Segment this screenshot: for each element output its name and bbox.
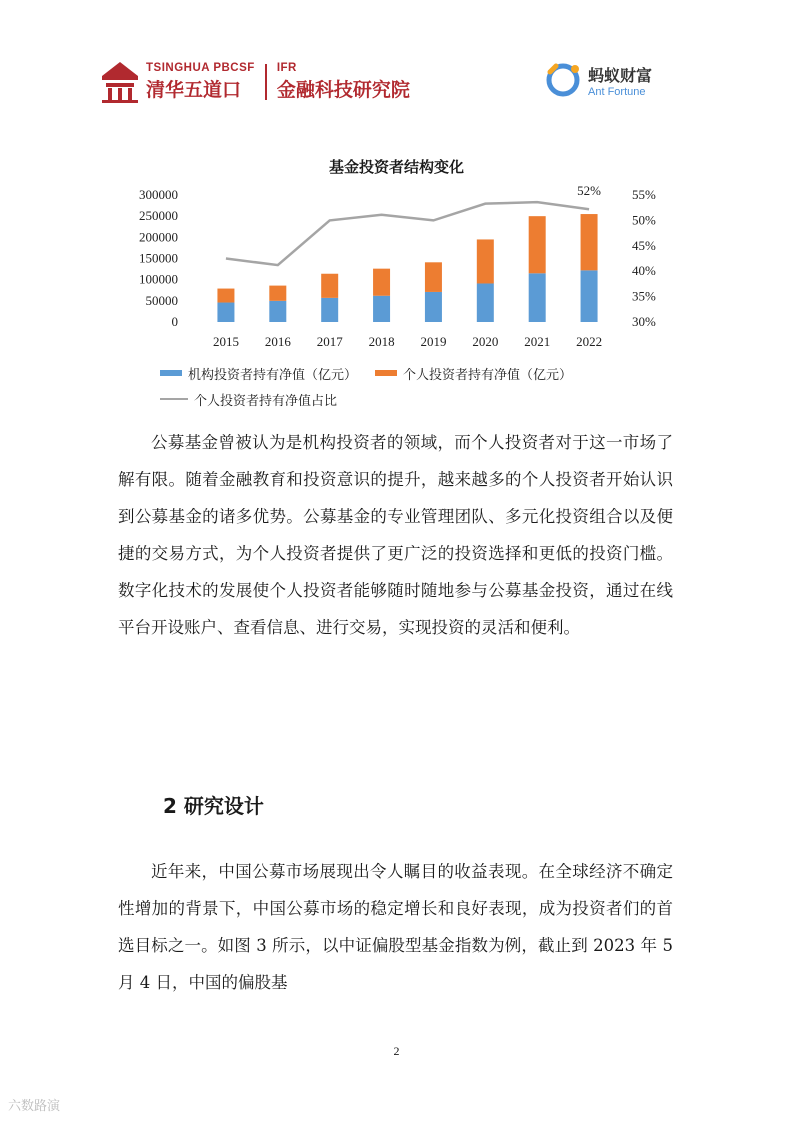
bar-institutional-2021 (529, 273, 546, 322)
bar-institutional-2015 (217, 303, 234, 322)
legend-institutional (160, 360, 357, 386)
page-number: 2 (393, 1044, 400, 1058)
y-tick-label: 300000 (139, 187, 178, 202)
x-tick-label: 2020 (472, 334, 499, 349)
bar-institutional-2017 (321, 298, 338, 322)
logo-cn: 清华五道口 (146, 79, 242, 101)
legend-label-individual: 个人投资者持有净值（亿元） (403, 367, 573, 383)
logo-en: TSINGHUA PBCSF (146, 62, 255, 74)
paragraph-1 (118, 424, 673, 646)
bar-institutional-2018 (373, 296, 390, 322)
y2-tick-label: 35% (632, 288, 656, 304)
y2-tick-label: 45% (632, 237, 656, 253)
bar-individual-2017 (321, 274, 338, 298)
chart-legend (160, 360, 572, 412)
y-tick-label: 0 (171, 314, 178, 329)
bar-individual-2021 (529, 216, 546, 273)
paragraph-1-text: 公募基金曾被认为是机构投资者的领域，而个人投资者对于这一市场了解有限。随着金融教育和投资意识的提升，越来越多的个人投资者开始认识到公募基金的诸多优势。公募基金的专业管理团队、多元化投资组合以及便捷的交易方式，为个人投资者提供了更广泛的投资选择和更低的投资门槛。数字化技术的发展使个人投资者能够随时随地参与公募基金投资，通过在线平台开设账户、查看信息、进行交易，实现投资的灵活和便利。 (118, 433, 673, 637)
ant-fortune-icon (546, 62, 582, 98)
y2-tick-label: 40% (632, 263, 656, 279)
ant-fortune-logo (546, 62, 652, 98)
legend-swatch-ratio (160, 398, 188, 400)
y-tick-label: 150000 (139, 250, 178, 266)
bar-individual-2016 (269, 286, 286, 301)
legend-ratio (160, 386, 572, 412)
legend-label-ratio: 个人投资者持有净值占比 (194, 393, 338, 409)
x-tick-label: 2019 (420, 334, 447, 349)
legend-swatch-individual (375, 370, 397, 376)
bar-individual-2018 (373, 269, 390, 296)
legend-swatch-institutional (160, 370, 182, 376)
legend-label-institutional: 机构投资者持有净值（亿元） (188, 367, 358, 383)
y-tick-label: 100000 (139, 271, 178, 287)
section-heading: 2 研究设计 (163, 794, 264, 818)
ifr-en: IFR (276, 62, 297, 74)
logo-divider (265, 64, 267, 100)
chart-title: 基金投资者结构变化 (328, 158, 464, 176)
x-tick-label: 2021 (524, 334, 551, 349)
y-tick-label: 200000 (139, 229, 178, 245)
bar-institutional-2019 (425, 292, 442, 322)
ifr-cn: 金融科技研究院 (276, 79, 410, 101)
watermark: 六数路演 (8, 1099, 61, 1114)
bar-institutional-2022 (581, 270, 598, 322)
y2-tick-label: 50% (632, 212, 656, 228)
paragraph-2 (118, 853, 673, 1001)
bar-individual-2019 (425, 262, 442, 292)
x-tick-label: 2015 (212, 334, 239, 349)
x-tick-label: 2017 (316, 334, 343, 349)
fund-investor-chart (0, 178, 793, 358)
annotation-label: 52% (577, 183, 601, 199)
x-tick-label: 2018 (368, 334, 395, 349)
bar-individual-2022 (581, 214, 598, 270)
ant-cn: 蚂蚁财富 (588, 65, 653, 85)
y2-tick-label: 30% (632, 314, 656, 329)
bar-institutional-2020 (477, 283, 494, 322)
tsinghua-logo (100, 60, 410, 104)
tsinghua-seal-icon (100, 60, 140, 104)
x-tick-label: 2016 (264, 334, 291, 349)
ant-en: Ant Fortune (588, 85, 646, 98)
y2-tick-label: 55% (632, 187, 656, 202)
x-tick-label: 2022 (576, 334, 603, 349)
y-tick-label: 250000 (139, 208, 178, 224)
paragraph-2-text: 近年来，中国公募市场展现出令人瞩目的收益表现。在全球经济不确定性增加的背景下，中国公募市场的稳定增长和良好表现，成为投资者们的首选目标之一。如图 3 所示，以中证偏股型基金指数为例，截止到 2023 年 5 月 4 日，中国的偏股基 (118, 862, 673, 992)
y-tick-label: 50000 (145, 292, 178, 308)
header (100, 58, 700, 108)
bar-individual-2020 (477, 239, 494, 283)
legend-individual (375, 360, 572, 386)
bar-individual-2015 (217, 289, 234, 303)
bar-institutional-2016 (269, 301, 286, 322)
